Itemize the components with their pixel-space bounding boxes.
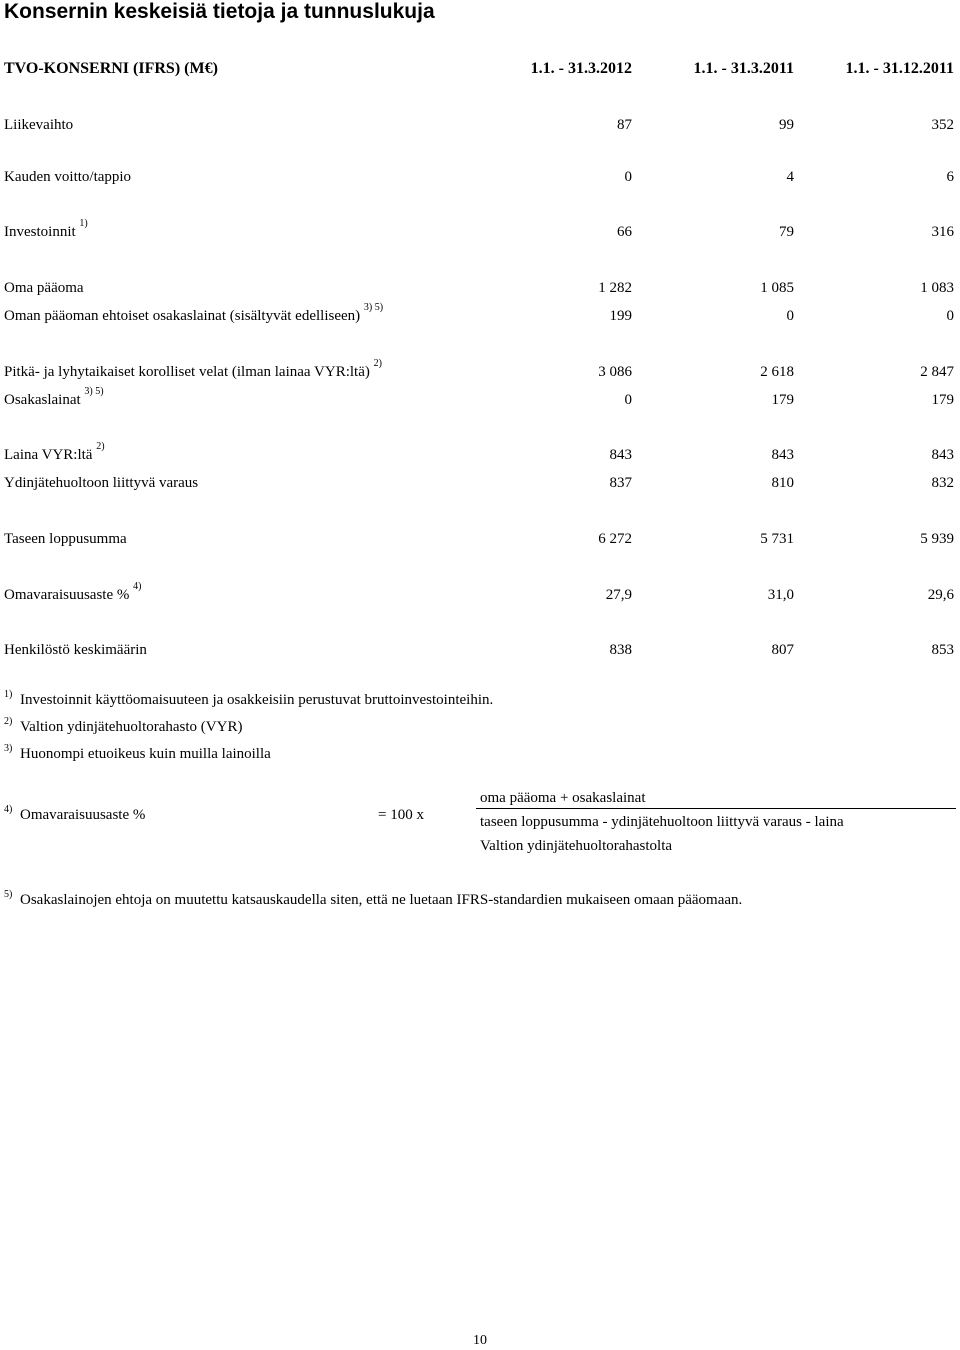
table-cell: 179 <box>771 392 794 408</box>
table-cell: 5 939 <box>920 531 954 547</box>
table-row-label: Osakaslainat $^{3) 5)}$ <box>4 386 104 408</box>
table-row-label: Laina VYR:ltä $^{2)}$ <box>4 441 105 463</box>
table-cell: 1 282 <box>598 280 632 296</box>
table-cell: 352 <box>931 117 954 133</box>
table-cell: 810 <box>771 475 794 491</box>
footnote-4-label: 4) Omavaraisuusaste % <box>4 804 146 823</box>
table-cell: 1 085 <box>760 280 794 296</box>
table-cell: 0 <box>624 169 632 185</box>
table-row-label: Henkilöstö keskimäärin <box>4 642 147 658</box>
table-cell: 843 <box>931 447 954 463</box>
table-cell: 3 086 <box>598 364 632 380</box>
table-cell: 1 083 <box>920 280 954 296</box>
table-header-label: TVO-KONSERNI (IFRS) (M€) <box>4 60 218 77</box>
table-cell: 832 <box>931 475 954 491</box>
table-cell: 4 <box>786 169 794 185</box>
table-cell: 6 <box>946 169 954 185</box>
table-cell: 0 <box>946 308 954 324</box>
table-cell: 66 <box>617 224 632 240</box>
table-cell: 853 <box>931 642 954 658</box>
table-cell: 199 <box>609 308 632 324</box>
formula-multiplier: = 100 x <box>378 807 424 823</box>
table-row-label: Investoinnit $^{1)}$ <box>4 218 88 240</box>
footnote-ref: 2) <box>96 441 105 452</box>
formula-numerator: oma pääoma + osakaslainat <box>480 790 646 806</box>
table-row-label: Omavaraisuusaste % $^{4)}$ <box>4 581 142 603</box>
table-cell: 843 <box>771 447 794 463</box>
formula-denominator-line2: Valtion ydinjätehuoltorahastolta <box>480 838 673 854</box>
table-cell: 79 <box>779 224 794 240</box>
table-cell: 5 731 <box>760 531 794 547</box>
table-cell: 0 <box>624 392 632 408</box>
footnote-ref: 3) 5) <box>363 302 384 313</box>
page-number: 10 <box>473 1333 487 1348</box>
table-cell: 316 <box>931 224 954 240</box>
column-header-q1-2012: 1.1. - 31.3.2012 <box>530 60 632 77</box>
footnote-ref: 3) 5) <box>84 386 104 397</box>
footnote-ref: 1) <box>79 218 88 229</box>
table-row-label: Taseen loppusumma <box>4 531 127 547</box>
footnote-5: 5) Osakaslainojen ehtoja on muutettu katsauskaudella siten, että ne luetaan IFRS-standardien mukaiseen omaan pääomaan. <box>4 889 743 908</box>
table-cell: 31,0 <box>767 587 794 603</box>
footnote-ref: 2) <box>373 358 382 369</box>
footnote-3: 3) Huonompi etuoikeus kuin muilla lainoilla <box>4 743 271 762</box>
table-row-label: Kauden voitto/tappio <box>4 169 132 185</box>
formula-denominator-line1: taseen loppusumma - ydinjätehuoltoon liittyvä varaus - laina <box>480 814 844 830</box>
table-cell: 807 <box>771 642 794 658</box>
table-row-label: Liikevaihto <box>4 117 74 133</box>
table-cell: 29,6 <box>927 587 954 603</box>
page-title: Konsernin keskeisiä tietoja ja tunnuslukuja <box>4 0 435 23</box>
table-row-label: Oma pääoma <box>4 280 84 296</box>
footnote-2: 2) Valtion ydinjätehuoltorahasto (VYR) <box>4 716 243 735</box>
table-cell: 99 <box>779 117 794 133</box>
footnote-ref: 4) <box>133 581 142 592</box>
table-cell: 838 <box>609 642 632 658</box>
table-cell: 2 618 <box>760 364 794 380</box>
table-cell: 2 847 <box>920 364 954 380</box>
table-row-label: Oman pääoman ehtoiset osakaslainat (sisältyvät edelliseen) $^{3) 5)}$ <box>4 302 384 324</box>
table-row-label: Ydinjätehuoltoon liittyvä varaus <box>4 475 199 491</box>
column-header-fy-2011: 1.1. - 31.12.2011 <box>845 60 954 77</box>
formula-fraction-line <box>476 808 956 809</box>
table-cell: 843 <box>609 447 632 463</box>
table-cell: 87 <box>617 117 632 133</box>
table-cell: 837 <box>609 475 632 491</box>
table-row-label: Pitkä- ja lyhytaikaiset korolliset velat (ilman lainaa VYR:ltä) $^{2)}$ <box>4 358 382 380</box>
footnote-1: 1) Investoinnit käyttöomaisuuteen ja osakkeisiin perustuvat bruttoinvestointeihin. <box>4 689 494 708</box>
column-header-q1-2011: 1.1. - 31.3.2011 <box>693 60 794 77</box>
table-cell: 179 <box>931 392 954 408</box>
table-cell: 0 <box>786 308 794 324</box>
table-cell: 27,9 <box>605 587 632 603</box>
table-cell: 6 272 <box>598 531 632 547</box>
